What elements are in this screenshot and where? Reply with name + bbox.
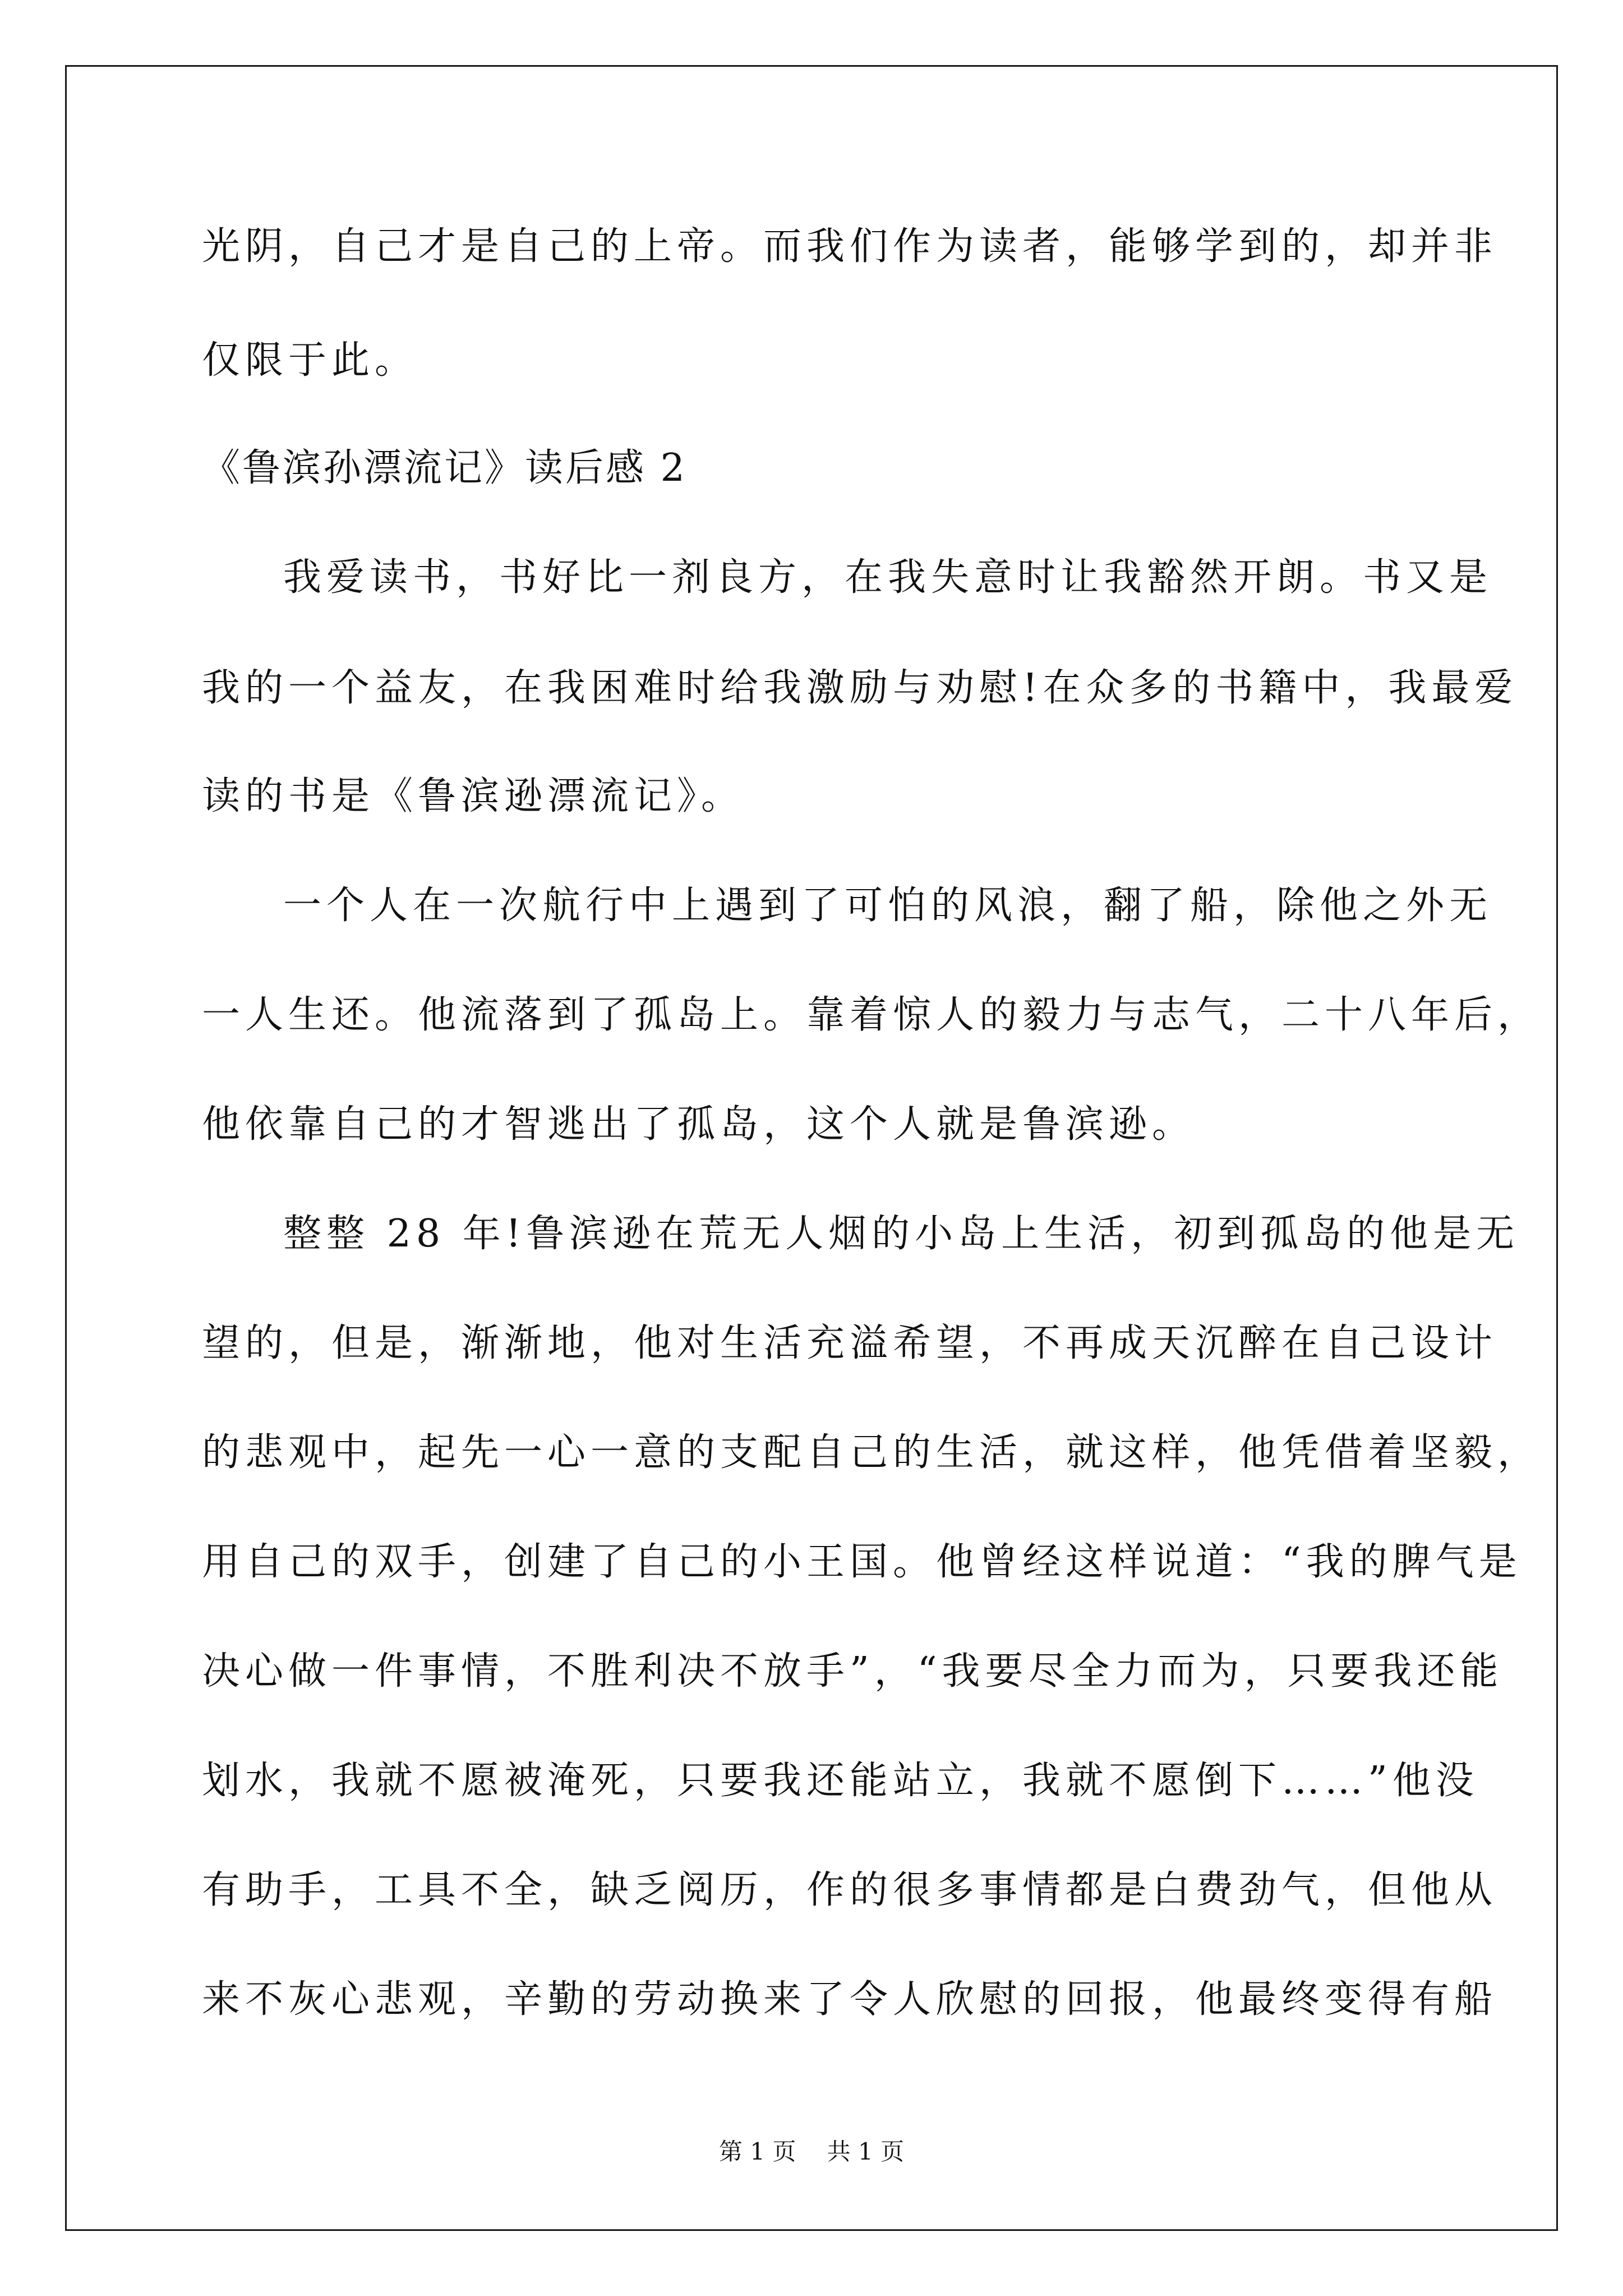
paragraph-3-line-8: 来不灰心悲观，辛勤的劳动换来了令人欣慰的回报，他最终变得有船 [202, 1977, 1498, 2022]
paragraph-2-line-3: 他依靠自己的才智逃出了孤岛，这个人就是鲁滨逊。 [202, 1102, 1196, 1147]
paragraph-3-line-2: 望的，但是，渐渐地，他对生活充溢希望，不再成天沉醉在自己设计 [202, 1321, 1498, 1365]
paragraph-1-line-1: 我爱读书，书好比一剂良方，在我失意时让我豁然开朗。书又是 [283, 555, 1493, 600]
paragraph-3-line-7: 有助手，工具不全，缺乏阅历，作的很多事情都是白费劲气，但他从 [202, 1868, 1498, 1912]
paragraph-3-line-4: 用自己的双手，创建了自己的小王国。他曾经这样说道：“我的脾气是 [202, 1540, 1522, 1584]
paragraph-3-line-3: 的悲观中，起先一心一意的支配自己的生活，就这样，他凭借着坚毅， [202, 1430, 1541, 1475]
paragraph-2-line-1: 一个人在一次航行中上遇到了可怕的风浪，翻了船，除他之外无 [283, 884, 1493, 928]
paragraph-1-line-2: 我的一个益友，在我困难时给我激励与劝慰!在众多的书籍中，我最爱 [202, 666, 1518, 710]
paragraph-2-line-2: 一人生还。他流落到了孤岛上。靠着惊人的毅力与志气，二十八年后， [202, 993, 1541, 1037]
text-line-2: 仅限于此。 [202, 338, 418, 383]
text-line-1: 光阴，自己才是自己的上帝。而我们作为读者，能够学到的，却并非 [202, 224, 1498, 269]
paragraph-3-line-1: 整整 28 年!鲁滨逊在荒无人烟的小岛上生活，初到孤岛的他是无 [283, 1212, 1520, 1256]
page-number-footer: 第 1 页 共 1 页 [718, 2138, 905, 2165]
section-heading: 《鲁滨孙漂流记》读后感 2 [202, 446, 687, 490]
paragraph-3-line-5: 决心做一件事情，不胜利决不放手”，“我要尽全力而为，只要我还能 [202, 1649, 1504, 1694]
paragraph-1-line-3: 读的书是《鲁滨逊漂流记》。 [202, 774, 745, 818]
paragraph-3-line-6: 划水，我就不愿被淹死，只要我还能站立，我就不愿倒下……”他没 [202, 1759, 1479, 1803]
